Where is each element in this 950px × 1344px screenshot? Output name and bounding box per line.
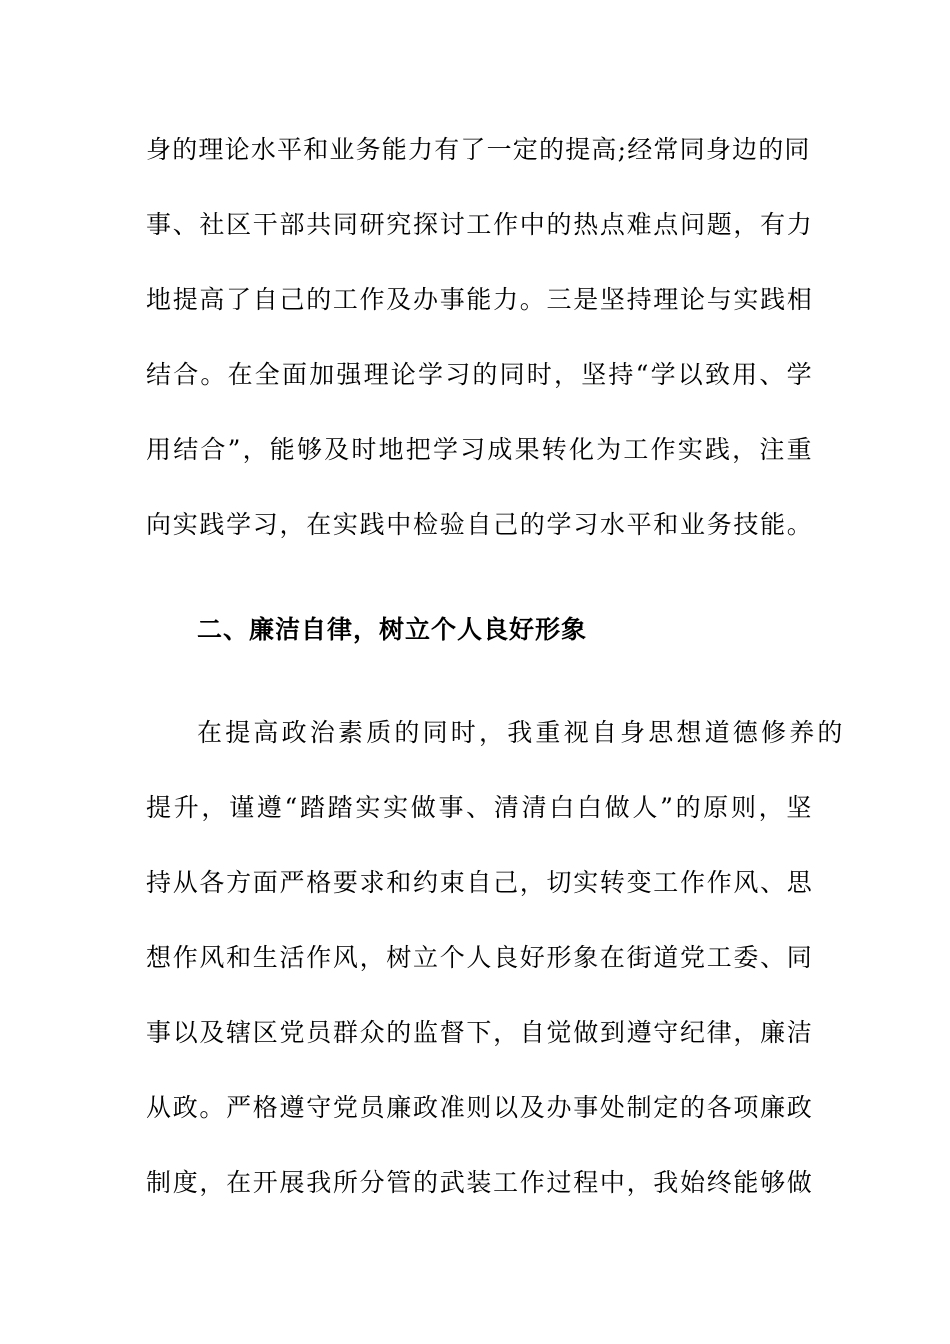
paragraph-1-line-3: 地提高了自己的工作及办事能力。三是坚持理论与实践相 bbox=[146, 285, 814, 314]
paragraph-2-line-4: 想作风和生活作风，树立个人良好形象在街道党工委、同 bbox=[146, 943, 814, 972]
paragraph-2-line-7: 制度，在开展我所分管的武装工作过程中，我始终能够做 bbox=[146, 1168, 814, 1197]
paragraph-1-line-4: 结合。在全面加强理论学习的同时，坚持“学以致用、学 bbox=[146, 360, 814, 389]
paragraph-2-line-1: 在提高政治素质的同时，我重视自身思想道德修养的 bbox=[197, 718, 846, 747]
paragraph-2-line-5: 事以及辖区党员群众的监督下，自觉做到遵守纪律，廉洁 bbox=[146, 1018, 814, 1047]
paragraph-2-line-3: 持从各方面严格要求和约束自己，切实转变工作作风、思 bbox=[146, 868, 814, 897]
paragraph-1-line-2: 事、社区干部共同研究探讨工作中的热点难点问题，有力 bbox=[146, 210, 814, 239]
paragraph-1-line-5: 用结合”，能够及时地把学习成果转化为工作实践，注重 bbox=[146, 435, 814, 464]
section-heading: 二、廉洁自律，树立个人良好形象 bbox=[197, 615, 588, 644]
paragraph-2-line-6: 从政。严格遵守党员廉政准则以及办事处制定的各项廉政 bbox=[146, 1093, 814, 1122]
paragraph-1-line-1: 身的理论水平和业务能力有了一定的提高;经常同身边的同 bbox=[146, 135, 811, 164]
paragraph-2-line-2: 提升，谨遵“踏踏实实做事、清清白白做人”的原则，坚 bbox=[146, 793, 815, 822]
paragraph-1-line-6: 向实践学习，在实践中检验自己的学习水平和业务技能。 bbox=[146, 510, 814, 539]
